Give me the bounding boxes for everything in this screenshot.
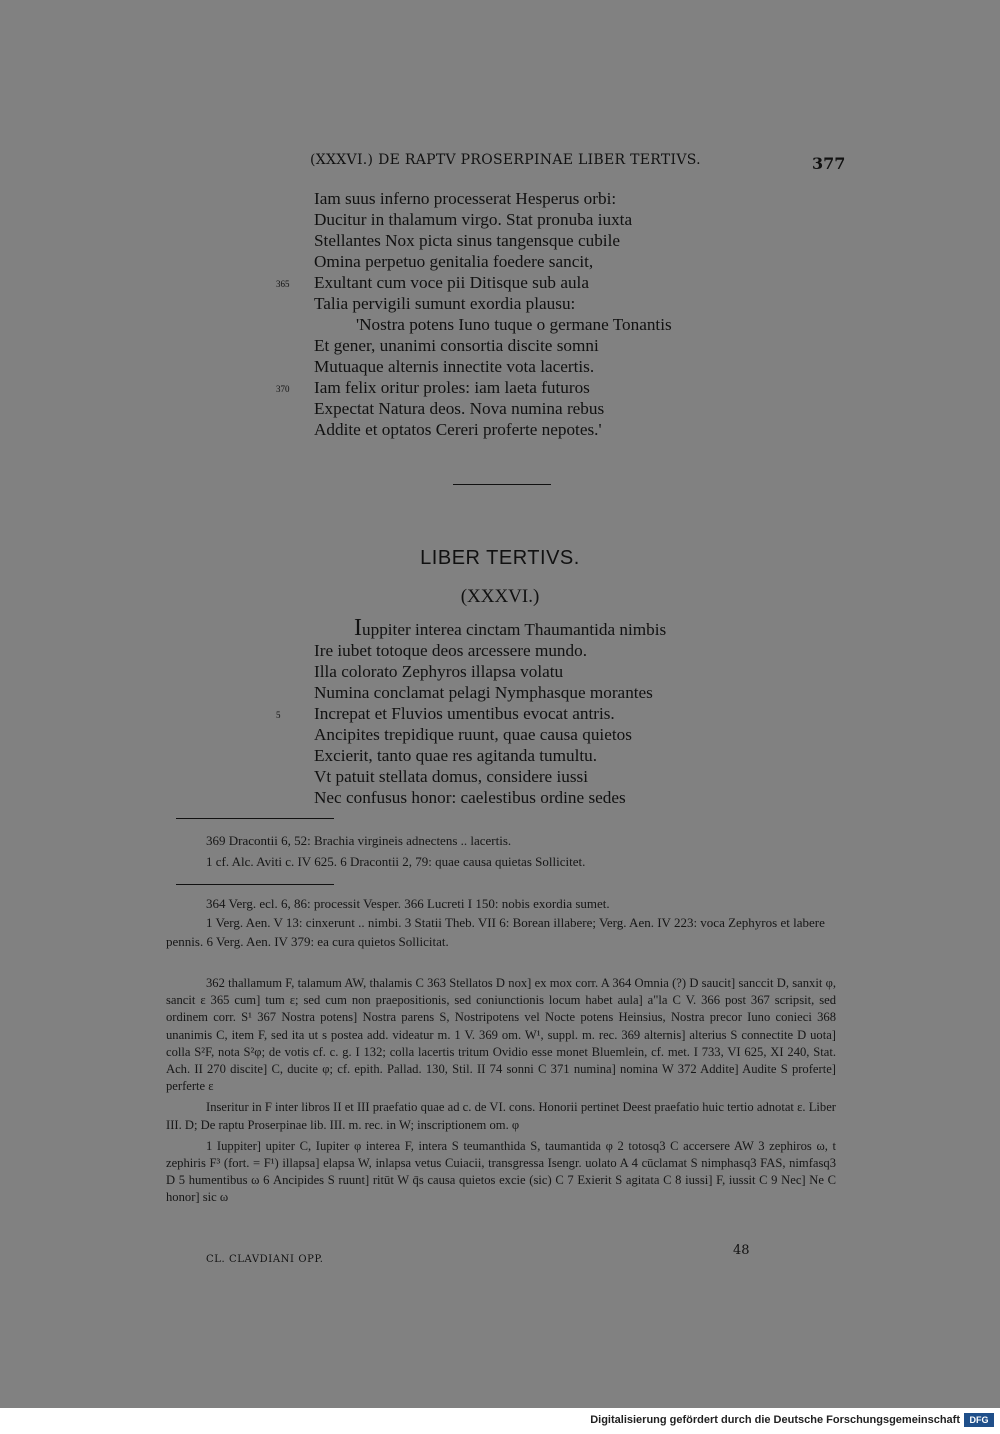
verse-line bbox=[314, 745, 666, 766]
critical-apparatus bbox=[166, 975, 836, 1211]
similia-notes bbox=[166, 831, 836, 872]
verse-text: uppiter interea cinctam Thaumantida nimbis bbox=[362, 620, 667, 639]
poem-main bbox=[276, 615, 667, 808]
verse-line bbox=[314, 293, 672, 314]
credit-bar bbox=[0, 1408, 1000, 1434]
drop-capital: I bbox=[354, 615, 362, 641]
verse-text: Iam suus inferno processerat Hesperus orbi: bbox=[314, 189, 617, 208]
verse-line bbox=[314, 335, 672, 356]
verse-text: Iam felix oritur proles: iam laeta futuros bbox=[314, 378, 590, 397]
verse-text: Excierit, tanto quae res agitanda tumultu. bbox=[314, 746, 598, 765]
verse-text: Expectat Natura deos. Nova numina rebus bbox=[314, 399, 605, 418]
running-title: (XXXVI.) DE RAPTV PROSERPINAE LIBER TERTIVS. bbox=[310, 152, 701, 168]
verse-line bbox=[314, 724, 666, 745]
credit-text: Digitalisierung gefördert durch die Deutsche Forschungsgemeinschaft bbox=[590, 1414, 960, 1426]
verse-line bbox=[314, 766, 666, 787]
verse-line bbox=[314, 314, 672, 335]
verse-line bbox=[314, 356, 672, 377]
verse-text: Et gener, unanimi consortia discite somni bbox=[314, 336, 599, 355]
verse-line bbox=[314, 230, 672, 251]
verse-line bbox=[314, 615, 667, 641]
verse-line bbox=[314, 661, 666, 682]
verse-text: Mutuaque alternis innectite vota lacertis. bbox=[314, 357, 595, 376]
verse-line bbox=[314, 787, 666, 808]
notes-rule-2 bbox=[176, 884, 334, 885]
page-number: 377 bbox=[812, 154, 846, 173]
verse-line bbox=[314, 682, 666, 703]
testimonia-notes bbox=[166, 894, 836, 951]
note-line: 364 Verg. ecl. 6, 86: processit Vesper. 366 Lucreti I 150: nobis exordia sumet. bbox=[206, 896, 610, 911]
verse-line bbox=[314, 398, 672, 419]
note-line: 1 Verg. Aen. V 13: cinxerunt .. nimbi. 3 Statii Theb. VII 6: Borean illabere; Verg. Aen. IV 223: voca Zephyros et labere pennis. 6 Verg. Aen. IV 379: ea cura quietos Sollicitat. bbox=[166, 915, 825, 949]
signature-mark: CL. CLAVDIANI OPP. bbox=[206, 1254, 324, 1265]
verse-text: Increpat et Fluvios umentibus evocat antris. bbox=[314, 704, 615, 723]
verse-text: Numina conclamat pelagi Nymphasque morantes bbox=[314, 683, 653, 702]
book-title: LIBER TERTIVS. bbox=[420, 547, 580, 569]
poem-top bbox=[276, 188, 672, 440]
note-line: 369 Dracontii 6, 52: Brachia virgineis adnectens .. lacertis. bbox=[206, 833, 512, 848]
verse-line bbox=[276, 703, 666, 724]
verse-line bbox=[314, 188, 672, 209]
poem-number: (XXXVI.) bbox=[460, 586, 540, 607]
note-line: 1 cf. Alc. Aviti c. IV 625. 6 Dracontii 2, 79: quae causa quietas Sollicitet. bbox=[206, 853, 586, 869]
apparatus-paragraph: 362 thallamum F, talamum AW, thalamis C 363 Stellatos D nox] ex mox corr. A 364 Omnia (?) D saucit] sanccit D, sanxit φ, sancit ε 365 cum] tum ε; sed cum non praepositionis, sed coniunctionis locum habet aula] a"la C V. 366 post 367 scripsit, sed ordinem corr. S¹ 367 Nostra potens] Nostra parens S, Nostripotens vel Nocte potens Heinsius, Nostra precor Iuno conieci 368 unanimis C, item F, sed ita ut s postea add. videatur m. 1 V. 369 om. W¹, suppl. m. rec. 369 alternis] alterius S connectite D uota] colla S²F, nota S²φ; de votis cf. c. g. I 132; colla lacertis tritum Ovidio esse monet Bluemlein, cf. met. I 733, VI 625, XI 240, Stat. Ach. II 270 discite] C, ducite φ; cf. epith. Pallad. 130, Stil. II 74 sonni C 371 numina] nomina W 372 Addite] Audite S proferte] perferte ε bbox=[166, 976, 836, 1094]
line-number: 5 bbox=[276, 710, 281, 720]
verse-line bbox=[276, 272, 672, 293]
apparatus-paragraph: Inseritur in F inter libros II et III praefatio quae ad c. de VI. cons. Honorii pertinet Deest praefatio huic tertio adnotat ε. Liber III. D; De raptu Proserpinae lib. III. m. rec. in W; inscriptionem om. φ bbox=[166, 1100, 836, 1132]
verse-text: Illa colorato Zephyros illapsa volatu bbox=[314, 662, 564, 681]
gathering-number: 48 bbox=[733, 1243, 750, 1258]
verse-text: Ire iubet totoque deos arcessere mundo. bbox=[314, 641, 587, 660]
verse-text: Nec confusus honor: caelestibus ordine sedes bbox=[314, 788, 626, 807]
verse-text: Vt patuit stellata domus, considere iussi bbox=[314, 767, 589, 786]
verse-text: Addite et optatos Cereri proferte nepotes.' bbox=[314, 420, 602, 439]
notes-rule-1 bbox=[176, 818, 334, 819]
verse-line bbox=[314, 640, 666, 661]
verse-line bbox=[314, 251, 672, 272]
verse-line bbox=[314, 419, 672, 440]
verse-line bbox=[276, 377, 672, 398]
line-number: 370 bbox=[276, 384, 290, 394]
verse-text: Omina perpetuo genitalia foedere sancit, bbox=[314, 252, 594, 271]
verse-text: Talia pervigili sumunt exordia plausu: bbox=[314, 294, 576, 313]
verse-text: Exultant cum voce pii Ditisque sub aula bbox=[314, 273, 589, 292]
verse-text: 'Nostra potens Iuno tuque o germane Tonantis bbox=[356, 315, 672, 334]
section-divider bbox=[453, 484, 551, 485]
verse-text: Stellantes Nox picta sinus tangensque cubile bbox=[314, 231, 620, 250]
verse-text: Ancipites trepidique ruunt, quae causa quietos bbox=[314, 725, 632, 744]
apparatus-paragraph: 1 Iuppiter] upiter C, Iupiter φ interea F, intera S teumanthida S, taumantida φ 2 totosq3 C accersere AW 3 zephiros ω, t zephiris F³ (fort. = F¹) illapsa] elapsa W, inlapsa vetus Cuiacii, transgressa Isengr. uolato A 4 cūclamat S nimphasq3 FAS, nimfasq3 D 5 humentibus ω 6 Ancipides S ruunt] ritūt W q̄s causa quietos excie (sic) C 7 Exierit S agitata C 8 iussi] F, iussit C 9 Nec] Ne C honor] sic ω bbox=[166, 1138, 836, 1205]
verse-text: Ducitur in thalamum virgo. Stat pronuba iuxta bbox=[314, 210, 633, 229]
line-number: 365 bbox=[276, 279, 290, 289]
verse-line bbox=[314, 209, 672, 230]
dfg-logo: DFG bbox=[964, 1413, 994, 1427]
